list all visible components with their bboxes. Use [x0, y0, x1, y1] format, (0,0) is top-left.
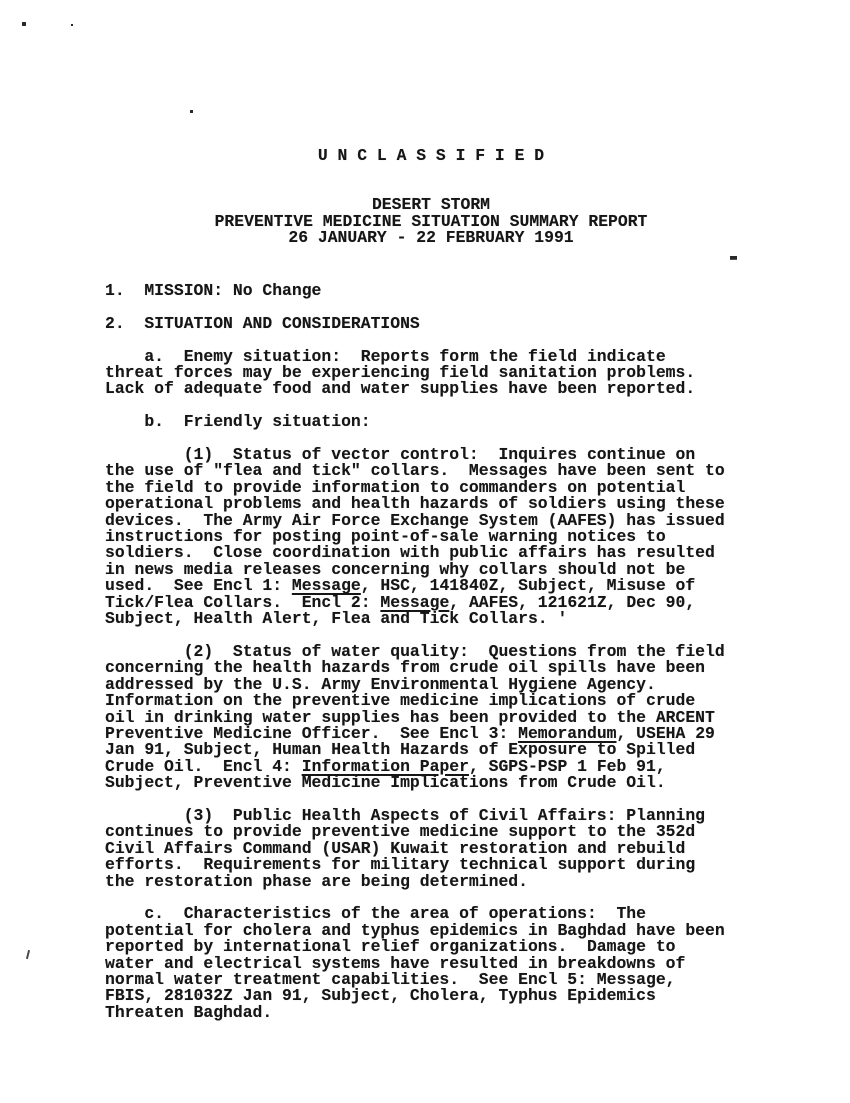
document-line: normal water treatment capabilities. See Encl 5: Message,	[105, 969, 676, 989]
document-line: threat forces may be experiencing field sanitation problems.	[105, 363, 696, 383]
document-line: soldiers. Close coordination with public affairs has resulted	[105, 543, 715, 563]
paragraph	[105, 414, 757, 430]
document-line: devices. The Army Air Force Exchange System (AAFES) has issued	[105, 510, 725, 530]
document-line: oil in drinking water supplies has been provided to the ARCENT	[105, 707, 715, 727]
document-line: Jan 91, Subject, Human Health Hazards of Exposure to Spilled	[105, 740, 696, 760]
document-line: Civil Affairs Command (USAR) Kuwait restoration and rebuild	[105, 838, 686, 858]
document-line: the restoration phase are being determined.	[105, 871, 528, 891]
document-line: DESERT STORM	[371, 195, 491, 215]
paragraph	[105, 313, 757, 333]
document-line: the field to provide information to commanders on potential	[105, 477, 686, 497]
document-line: Preventive Medicine Officer. See Encl 3: Memorandum, USEHA 29	[105, 723, 715, 743]
document-line: b. Friendly situation:	[105, 412, 371, 432]
document-line: reported by international relief organizations. Damage to	[105, 937, 676, 957]
document-line: c. Characteristics of the area of operations: The	[105, 904, 646, 924]
scan-artifact	[190, 110, 193, 113]
document-line: a. Enemy situation: Reports form the field indicate	[105, 346, 666, 366]
scan-artifact	[26, 950, 30, 959]
document-line: 1. MISSION: No Change	[105, 281, 322, 301]
document-content	[105, 148, 757, 1021]
document-line: FBIS, 281032Z Jan 91, Subject, Cholera, Typhus Epidemics	[105, 986, 656, 1006]
document-line: Crude Oil. Encl 4: Information Paper, SGPS-PSP 1 Feb 91,	[105, 756, 666, 776]
document-line: Information on the preventive medicine implications of crude	[105, 691, 696, 711]
document-line: PREVENTIVE MEDICINE SITUATION SUMMARY REPORT	[214, 211, 648, 231]
document-line: addressed by the U.S. Army Environmental Hygiene Agency.	[105, 674, 656, 694]
scan-artifact	[22, 22, 26, 26]
document-line: potential for cholera and typhus epidemics in Baghdad have been	[105, 920, 725, 940]
title-block	[105, 197, 757, 246]
document-line: continues to provide preventive medicine support to the 352d	[105, 822, 696, 842]
document-line: in news media releases concerning why collars should not be	[105, 559, 686, 579]
scan-artifact	[71, 24, 73, 26]
paragraph	[105, 447, 757, 627]
document-line: the use of "flea and tick" collars. Messages have been sent to	[105, 461, 725, 481]
document-line: 2. SITUATION AND CONSIDERATIONS	[105, 313, 420, 333]
document-line: Lack of adequate food and water supplies have been reported.	[105, 379, 696, 399]
document-line: used. See Encl 1: Message, HSC, 141840Z, Subject, Misuse of	[105, 576, 696, 596]
classification-banner: U N C L A S S I F I E D	[317, 146, 545, 165]
paragraphs	[105, 283, 757, 1021]
document-line: water and electrical systems have resulted in breakdowns of	[105, 953, 686, 973]
document-line: Threaten Baghdad.	[105, 1002, 273, 1022]
document-line: efforts. Requirements for military technical support during	[105, 855, 696, 875]
scan-artifact	[730, 256, 737, 260]
document-line: concerning the health hazards from crude oil spills have been	[105, 658, 705, 678]
document-line: 26 JANUARY - 22 FEBRUARY 1991	[288, 228, 574, 248]
document-line: operational problems and health hazards of soldiers using these	[105, 494, 725, 514]
paragraph	[105, 805, 757, 891]
document-line: (2) Status of water quality: Questions from the field	[105, 641, 725, 661]
paragraph	[105, 283, 757, 299]
document-line: (1) Status of vector control: Inquires continue on	[105, 445, 696, 465]
document-line: Tick/Flea Collars. Encl 2: Message, AAFES, 121621Z, Dec 90,	[105, 592, 696, 612]
document-line: Subject, Health Alert, Flea and Tick Collars. '	[105, 609, 568, 629]
document-line: (3) Public Health Aspects of Civil Affairs: Planning	[105, 805, 705, 825]
document-line: instructions for posting point-of-sale warning notices to	[105, 527, 666, 547]
document-line: Subject, Preventive Medicine Implications from Crude Oil.	[105, 773, 666, 793]
paragraph	[105, 906, 757, 1021]
paragraph	[105, 346, 757, 399]
paragraph	[105, 641, 757, 793]
